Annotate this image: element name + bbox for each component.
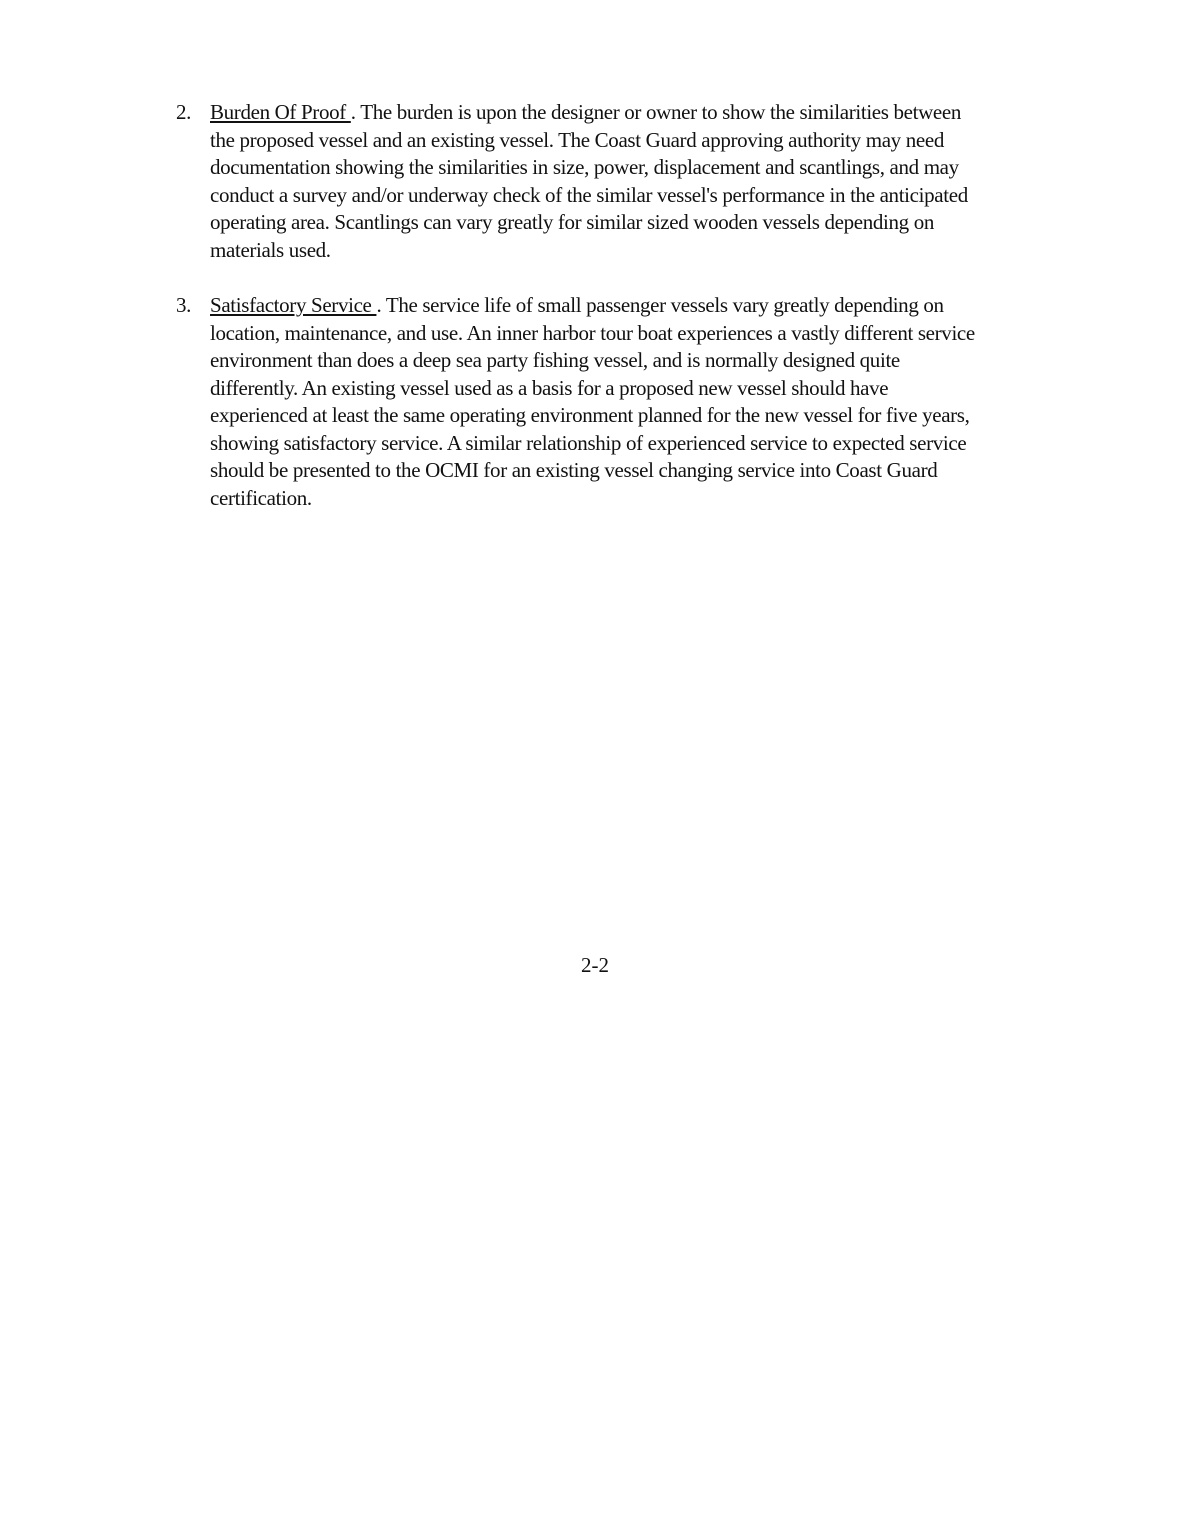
item-text-line: differently. An existing vessel used as a basis for a proposed new vessel should have xyxy=(210,375,889,400)
item-text: . The service life of small passenger vessels vary greatly depending on xyxy=(376,293,944,317)
item-text-line: documentation showing the similarities in size, power, displacement and scantlings, and may xyxy=(210,155,959,179)
item-first-line xyxy=(176,292,1046,320)
item-number: 2. xyxy=(176,100,192,124)
item-heading: Burden Of Proof xyxy=(210,100,351,124)
item-text-line: certification. xyxy=(210,485,312,510)
item-text: . The burden is upon the designer or owner to show the similarities between xyxy=(350,100,962,124)
item-text-line: conduct a survey and/or underway check of the similar vessel's performance in the anticipated xyxy=(210,182,968,207)
list-item-satisfactory-service xyxy=(176,292,1046,512)
item-text-line: experienced at least the same operating environment planned for the new vessel for five years, xyxy=(210,403,970,427)
item-text-line: should be presented to the OCMI for an existing vessel changing service into Coast Guard xyxy=(210,458,938,482)
list-item-burden-of-proof xyxy=(176,99,1046,264)
item-first-line xyxy=(176,99,1046,127)
item-text-line: showing satisfactory service. A similar relationship of experienced service to expected service xyxy=(210,430,967,455)
page-number: 2-2 xyxy=(581,953,609,977)
item-text-line: operating area. Scantlings can vary greatly for similar sized wooden vessels depending on xyxy=(210,210,935,234)
item-text-line: location, maintenance, and use. An inner harbor tour boat experiences a vastly different service xyxy=(210,320,975,345)
item-text-line: the proposed vessel and an existing vessel. The Coast Guard approving authority may need xyxy=(210,127,944,152)
item-heading: Satisfactory Service xyxy=(210,293,377,317)
item-number: 3. xyxy=(176,293,192,317)
item-text-line: environment than does a deep sea party fishing vessel, and is normally designed quite xyxy=(210,348,900,372)
item-text-line: materials used. xyxy=(210,237,331,262)
